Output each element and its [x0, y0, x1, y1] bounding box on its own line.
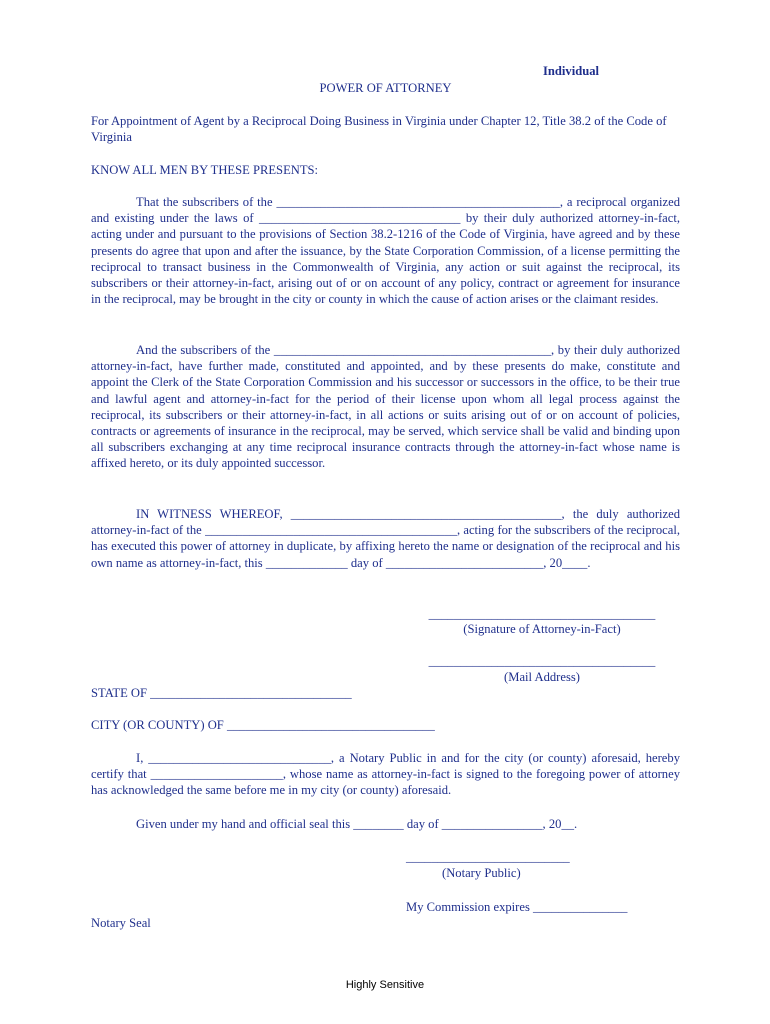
attorney-signature-caption: (Signature of Attorney-in-Fact)	[463, 622, 621, 636]
given-under-hand: Given under my hand and official seal this ________ day of ________________, 20__.	[136, 817, 578, 831]
sensitivity-footer: Highly Sensitive	[345, 979, 425, 991]
document-title: POWER OF ATTORNEY	[319, 81, 452, 95]
mail-address-caption: (Mail Address)	[504, 670, 580, 684]
notary-seal-label: Notary Seal	[91, 916, 151, 930]
notary-public-line: __________________________	[406, 850, 570, 864]
paragraph-witness: IN WITNESS WHEREOF, ___________________________________________, the duly authorized attorney-in-fact of the ________________________________________, acting for the subscribers of the reciprocal, has executed this power of attorney in duplicate, by affixing hereto the name or designation of the reciprocal and his own name as attorney-in-fact, this _____________ day of _________________________, 20____.	[91, 507, 680, 570]
paragraph-venue: That the subscribers of the _____________________________________________, a reciprocal organized and existing under the laws of ________________________________ by their duly authorized attorney-in-fact, acting under and pursuant to the provisions of Section 38.2-1216 of the Code of Virginia, have agreed and by these presents do agree that upon and after the issuance, by the State Corporation Commission, of a license permitting the reciprocal to transact business in the Commonwealth of Virginia, any action or suit against the reciprocal, its subscribers or their attorney-in-fact, arising out of or on account of any policy, contract or agreement for insurance in the reciprocal, may be brought in the city or county in which the cause of action arises or the claimant resides.	[91, 195, 680, 307]
document-subtitle: For Appointment of Agent by a Reciprocal Doing Business in Virginia under Chapter 12, Title 38.2 of the Code of Virginia	[91, 114, 667, 145]
mail-address-line: ____________________________________	[428, 654, 656, 668]
city-county-field: CITY (OR COUNTY) OF _________________________________	[91, 718, 435, 732]
form-type-label: Individual	[543, 64, 600, 78]
paragraph-appointment: And the subscribers of the ____________________________________________, by their duly authorized attorney-in-fact, have further made, constituted and appointed, and by these presents do make, constitute and appoint the Clerk of the State Corporation Commission and his successor or successors in the office, to be their true and lawful agent and attorney-in-fact for the period of their license upon whom all legal process against the reciprocal, its subscribers or their attorney-in-fact, in all actions or suits arising out of or on account of policies, contracts or agreements of insurance in the reciprocal, may be served, which service shall be valid and binding upon all subscribers exchanging at any time reciprocal insurance contracts through the attorney-in-fact whose name is affixed hereto, or its duly appointed successor.	[91, 343, 680, 471]
know-all-heading: KNOW ALL MEN BY THESE PRESENTS:	[91, 163, 319, 177]
notary-certification: I, _____________________________, a Notary Public in and for the city (or county) aforesaid, hereby certify that _____________________, whose name as attorney-in-fact is signed to the foregoing power of attorney has acknowledged the same before me in my city (or county) aforesaid.	[91, 751, 680, 798]
notary-public-caption: (Notary Public)	[442, 866, 521, 880]
commission-expires: My Commission expires _______________	[406, 900, 628, 914]
state-field: STATE OF ________________________________	[91, 686, 352, 700]
attorney-signature-line: ____________________________________	[428, 607, 656, 621]
